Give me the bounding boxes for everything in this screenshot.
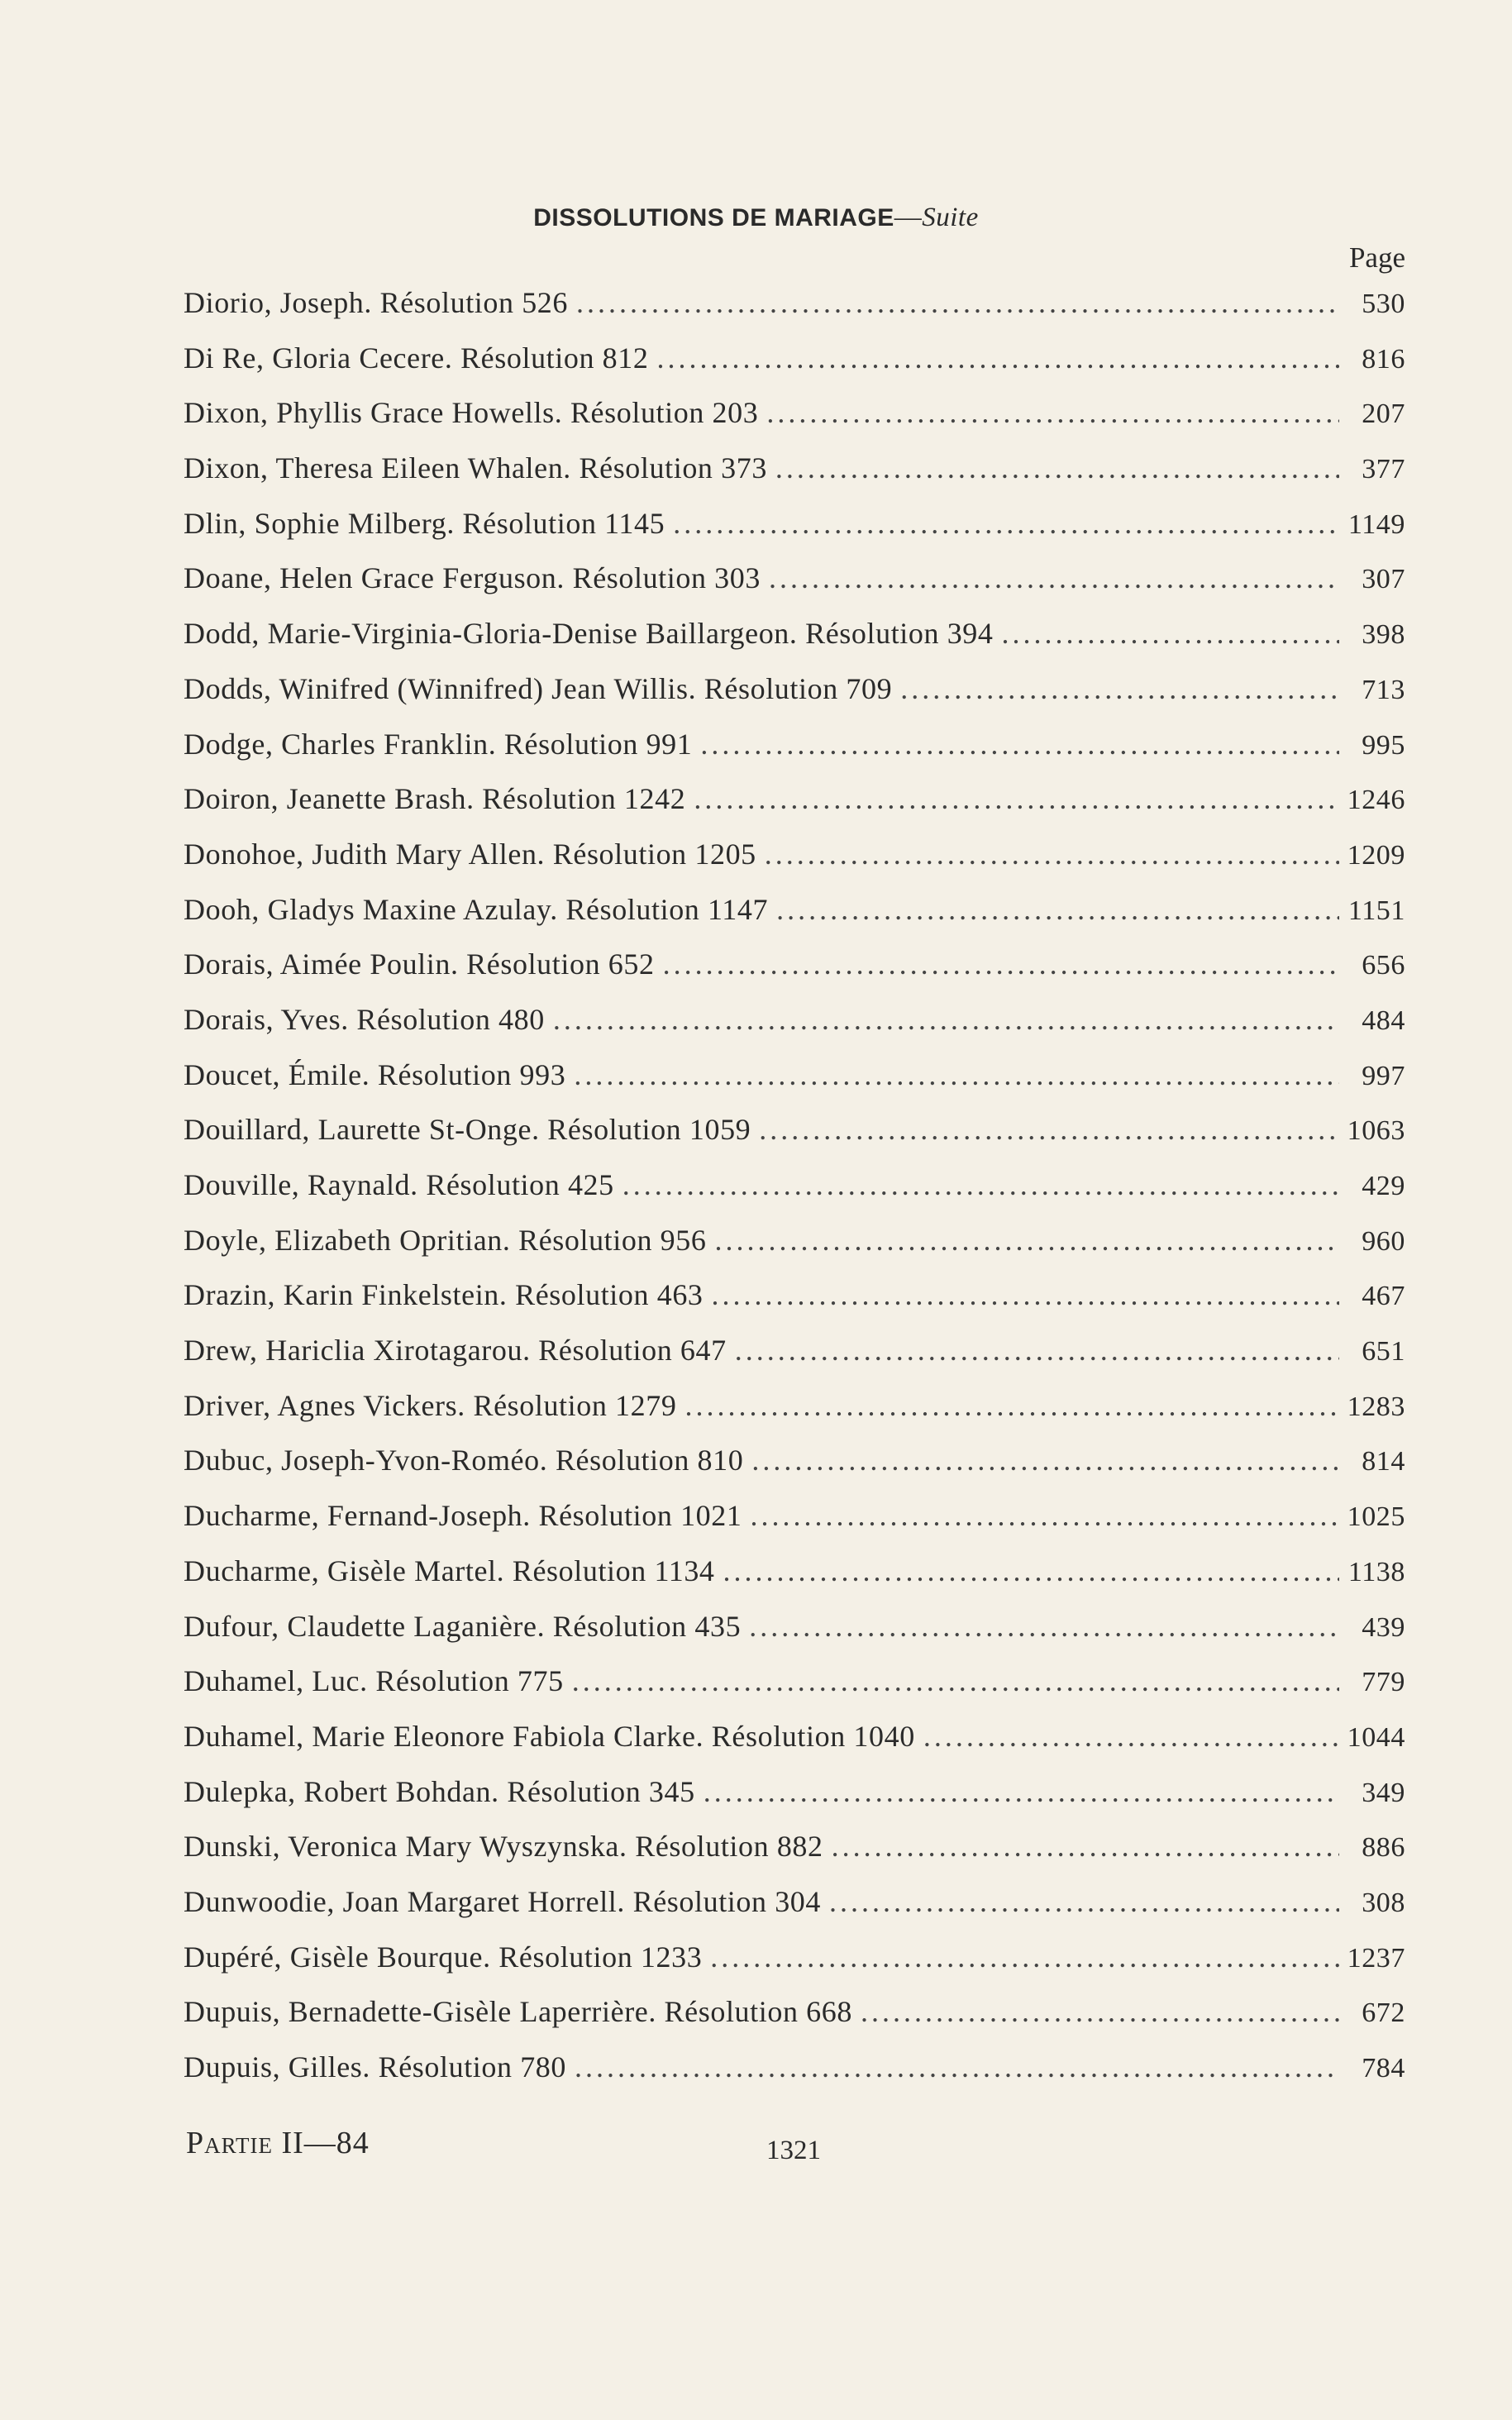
dot-leader	[775, 451, 1339, 485]
entry-page-number: 779	[1362, 1667, 1405, 1698]
index-entry	[184, 1609, 1405, 1664]
entry-page-number: 207	[1362, 399, 1405, 430]
index-entry	[184, 1498, 1405, 1554]
index-entry	[184, 1663, 1405, 1719]
dot-leader	[694, 781, 1338, 816]
entry-page-number: 530	[1362, 289, 1405, 319]
entry-text: Dorais, Yves. Résolution 480	[184, 1002, 545, 1036]
dot-leader	[765, 837, 1339, 871]
dot-leader	[861, 1994, 1339, 2029]
entry-page-number: 672	[1362, 1998, 1405, 2029]
entry-text: Diorio, Joseph. Résolution 526	[184, 286, 568, 319]
dot-leader	[574, 1057, 1339, 1092]
index-entry	[184, 506, 1405, 561]
dot-leader	[576, 285, 1339, 320]
index-entry	[184, 616, 1405, 671]
index-entry	[184, 1167, 1405, 1223]
dot-leader	[750, 1498, 1338, 1533]
entry-text: Dooh, Gladys Maxine Azulay. Résolution 1147	[184, 892, 769, 926]
entry-page-number: 1246	[1347, 785, 1405, 816]
entry-page-number: 308	[1362, 1887, 1405, 1918]
index-entry	[184, 781, 1405, 837]
index-entry	[184, 1277, 1405, 1333]
dot-leader	[622, 1167, 1339, 1202]
part-label: Partie II—84	[186, 2126, 370, 2160]
entry-text: Doucet, Émile. Résolution 993	[184, 1057, 566, 1091]
entry-text: Di Re, Gloria Cecere. Résolution 812	[184, 341, 649, 375]
entry-text: Dupuis, Bernadette-Gisèle Laperrière. Résolution 668	[184, 1995, 852, 2029]
entry-text: Dulepka, Robert Bohdan. Résolution 345	[184, 1774, 695, 1808]
entry-page-number: 656	[1362, 950, 1405, 981]
dot-leader	[759, 1112, 1338, 1147]
index-entry	[184, 1002, 1405, 1057]
dot-leader	[572, 1663, 1339, 1698]
entry-page-number: 1025	[1347, 1501, 1405, 1533]
entry-text: Dodge, Charles Franklin. Résolution 991	[184, 727, 693, 761]
title-dash: —	[894, 203, 923, 232]
index-entry	[184, 1443, 1405, 1498]
entry-page-number: 1138	[1347, 1556, 1405, 1587]
entry-text: Duhamel, Marie Eleonore Fabiola Clarke. Résolution 1040	[184, 1719, 915, 1753]
dot-leader	[663, 947, 1339, 981]
entry-text: Dupéré, Gisèle Bourque. Résolution 1233	[184, 1940, 703, 1974]
dot-leader	[575, 2050, 1339, 2084]
dot-leader	[684, 1388, 1338, 1423]
index-entry	[184, 341, 1405, 396]
index-entry	[184, 285, 1405, 341]
entry-text: Ducharme, Fernand-Joseph. Résolution 1021	[184, 1499, 742, 1533]
dot-leader	[735, 1333, 1339, 1368]
dot-leader	[700, 727, 1339, 761]
dot-leader	[656, 341, 1339, 375]
entry-text: Donohoe, Judith Mary Allen. Résolution 1205	[184, 837, 756, 871]
dot-leader	[723, 1554, 1339, 1588]
index-entry	[184, 2050, 1405, 2105]
entry-text: Ducharme, Gisèle Martel. Résolution 1134	[184, 1554, 715, 1587]
entry-text: Douillard, Laurette St-Onge. Résolution 1059	[184, 1113, 751, 1147]
entry-page-number: 997	[1362, 1060, 1405, 1091]
entry-page-number: 1237	[1347, 1942, 1405, 1974]
index-entry	[184, 1223, 1405, 1278]
index-entry	[184, 1884, 1405, 1940]
page-column-label: Page	[1348, 241, 1405, 274]
entry-text: Doiron, Jeanette Brash. Résolution 1242	[184, 782, 686, 816]
index-entry	[184, 1719, 1405, 1774]
entry-page-number: 349	[1362, 1777, 1405, 1808]
index-entry	[184, 1774, 1405, 1830]
entry-text: Drew, Hariclia Xirotagarou. Résolution 647	[184, 1334, 727, 1368]
entry-page-number: 814	[1362, 1446, 1405, 1477]
dot-leader	[553, 1002, 1339, 1037]
entry-text: Dubuc, Joseph-Yvon-Roméo. Résolution 810	[184, 1444, 744, 1477]
entry-text: Dlin, Sophie Milberg. Résolution 1145	[184, 506, 665, 540]
dot-leader	[776, 892, 1339, 927]
entry-page-number: 1283	[1347, 1391, 1405, 1422]
index-entry	[184, 1940, 1405, 1995]
entry-text: Douville, Raynald. Résolution 425	[184, 1168, 614, 1201]
index-entry	[184, 1112, 1405, 1167]
index-entry	[184, 892, 1405, 947]
entry-text: Dunwoodie, Joan Margaret Horrell. Résolution 304	[184, 1884, 822, 1918]
section-continuation: Suite	[922, 203, 979, 232]
index-entry	[184, 1057, 1405, 1113]
dot-leader	[710, 1940, 1338, 1974]
entry-text: Dodds, Winifred (Winnifred) Jean Willis. Résolution 709	[184, 671, 893, 705]
entry-text: Doane, Helen Grace Ferguson. Résolution 303	[184, 561, 761, 595]
entry-page-number: 816	[1362, 343, 1405, 375]
entry-text: Dupuis, Gilles. Résolution 780	[184, 2050, 567, 2083]
dot-leader	[766, 395, 1339, 430]
index-entry	[184, 395, 1405, 451]
entry-page-number: 484	[1362, 1005, 1405, 1036]
index-entry	[184, 1554, 1405, 1609]
index-entry	[184, 947, 1405, 1002]
section-title: DISSOLUTIONS DE MARIAGE	[533, 204, 894, 231]
entry-page-number: 1149	[1347, 508, 1405, 540]
entry-text: Dodd, Marie-Virginia-Gloria-Denise Baillargeon. Résolution 394	[184, 617, 994, 651]
entry-page-number: 960	[1362, 1225, 1405, 1257]
dot-leader	[749, 1609, 1339, 1644]
dot-leader	[1002, 616, 1339, 651]
entry-text: Dixon, Theresa Eileen Whalen. Résolution 373	[184, 451, 767, 485]
entry-text: Dixon, Phyllis Grace Howells. Résolution 203	[184, 396, 759, 430]
index-entry	[184, 1333, 1405, 1388]
dot-leader	[673, 506, 1339, 541]
entry-page-number: 439	[1362, 1611, 1405, 1643]
dot-leader	[923, 1719, 1339, 1754]
entry-text: Duhamel, Luc. Résolution 775	[184, 1664, 564, 1698]
index-entry	[184, 1388, 1405, 1444]
entry-page-number: 429	[1362, 1171, 1405, 1201]
entry-page-number: 467	[1362, 1281, 1405, 1312]
index-entry	[184, 451, 1405, 506]
entry-text: Driver, Agnes Vickers. Résolution 1279	[184, 1388, 677, 1422]
entry-page-number: 886	[1362, 1832, 1405, 1864]
entry-page-number: 995	[1362, 729, 1405, 761]
entry-text: Dufour, Claudette Laganière. Résolution 435	[184, 1609, 742, 1643]
dot-leader	[751, 1443, 1339, 1477]
dot-leader	[712, 1277, 1339, 1312]
index-entry	[184, 1829, 1405, 1884]
entry-page-number: 1209	[1347, 839, 1405, 871]
index-entry	[184, 837, 1405, 892]
dot-leader	[829, 1884, 1339, 1919]
section-heading	[0, 203, 1512, 233]
page-number: 1321	[766, 2136, 821, 2165]
entry-text: Dunski, Veronica Mary Wyszynska. Résolution 882	[184, 1830, 823, 1864]
index-entry-list	[184, 285, 1405, 2105]
entry-text: Dorais, Aimée Poulin. Résolution 652	[184, 947, 655, 981]
dot-leader	[704, 1774, 1339, 1809]
entry-page-number: 398	[1362, 619, 1405, 651]
entry-page-number: 1151	[1347, 895, 1405, 926]
index-entry	[184, 727, 1405, 782]
entry-text: Doyle, Elizabeth Opritian. Résolution 956	[184, 1223, 707, 1257]
dot-leader	[769, 561, 1339, 595]
index-entry	[184, 1994, 1405, 2050]
entry-page-number: 713	[1362, 674, 1405, 705]
entry-page-number: 651	[1362, 1336, 1405, 1368]
index-entry	[184, 671, 1405, 727]
entry-text: Drazin, Karin Finkelstein. Résolution 463	[184, 1278, 704, 1312]
entry-page-number: 1044	[1347, 1721, 1405, 1753]
entry-page-number: 377	[1362, 454, 1405, 485]
entry-page-number: 1063	[1347, 1115, 1405, 1147]
dot-leader	[900, 671, 1339, 706]
entry-page-number: 784	[1362, 2053, 1405, 2083]
dot-leader	[715, 1223, 1340, 1258]
dot-leader	[832, 1829, 1339, 1864]
entry-page-number: 307	[1362, 564, 1405, 595]
index-entry	[184, 561, 1405, 616]
